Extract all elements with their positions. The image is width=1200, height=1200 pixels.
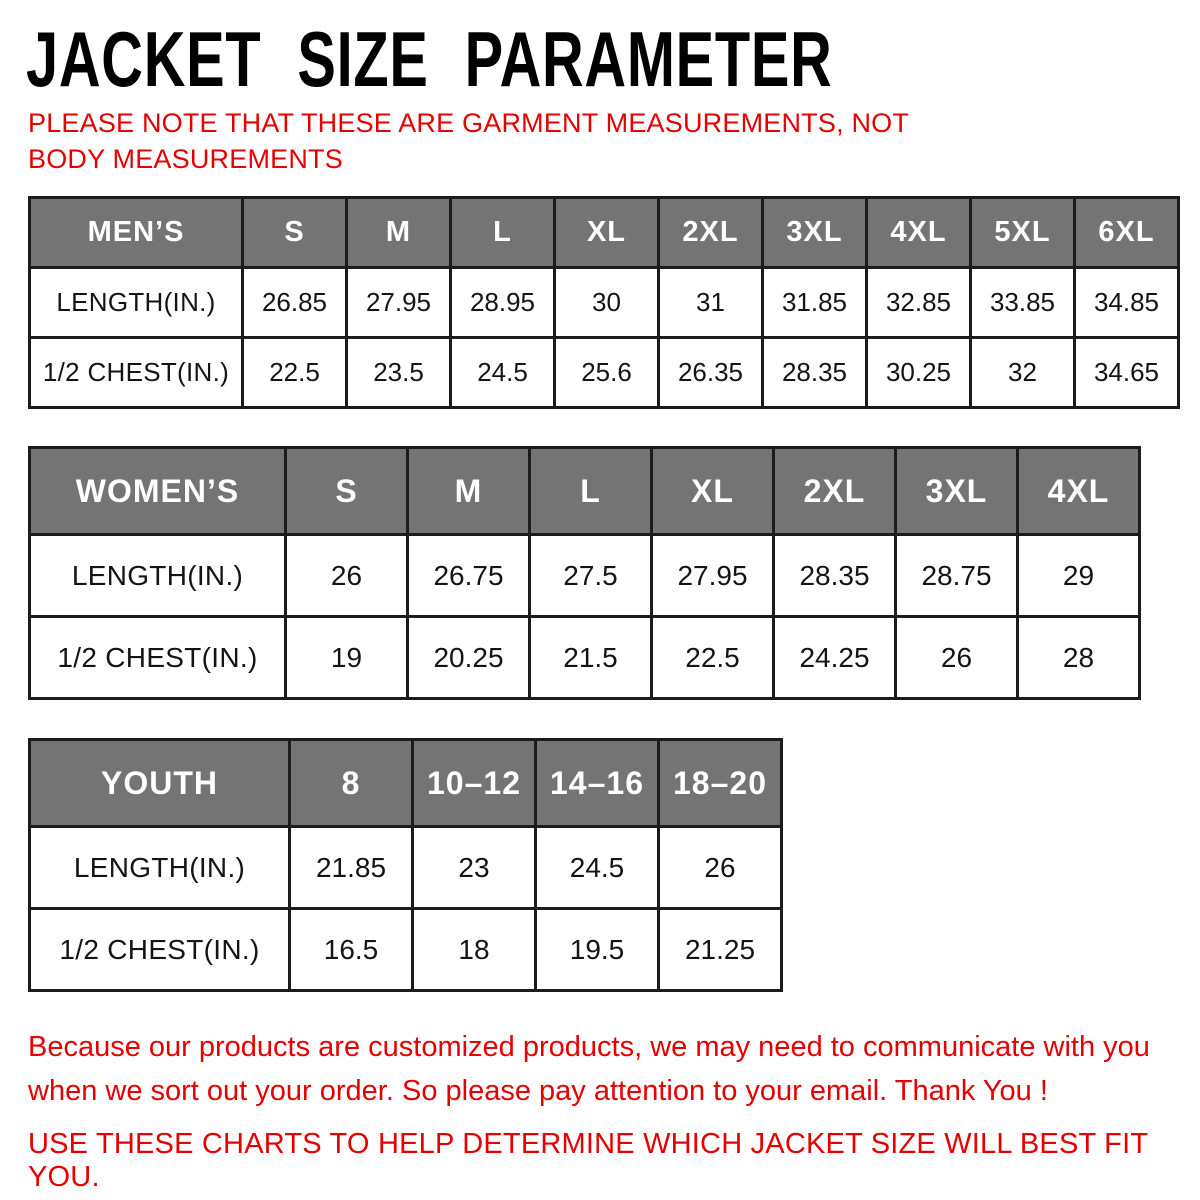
size-header-cell: 2XL <box>659 198 763 268</box>
customization-notice: Because our products are customized products, we may need to communicate with you when we sort out your order. So please pay attention to your email. Thank You ! <box>28 1031 1150 1107</box>
size-header-cell: 3XL <box>763 198 867 268</box>
value-cell: 21.25 <box>659 909 782 991</box>
womens-size-table <box>28 446 1141 700</box>
value-cell: 22.5 <box>652 617 774 699</box>
mens-table-title-cell: MEN’S <box>30 198 243 268</box>
value-cell: 28.95 <box>451 268 555 338</box>
youth-length-row <box>30 827 782 909</box>
row-label-cell: 1/2 CHEST(IN.) <box>30 617 286 699</box>
size-header-cell: 18–20 <box>659 740 782 827</box>
value-cell: 26 <box>896 617 1018 699</box>
chart-usage-instruction: USE THESE CHARTS TO HELP DETERMINE WHICH JACKET SIZE WILL BEST FIT YOU. <box>28 1128 1148 1193</box>
row-label-cell: LENGTH(IN.) <box>30 268 243 338</box>
womens-length-row <box>30 535 1140 617</box>
row-label-cell: LENGTH(IN.) <box>30 535 286 617</box>
size-header-cell: L <box>451 198 555 268</box>
size-header-cell: 4XL <box>867 198 971 268</box>
size-header-cell: 2XL <box>774 448 896 535</box>
size-header-cell: L <box>530 448 652 535</box>
value-cell: 27.5 <box>530 535 652 617</box>
value-cell: 26.75 <box>408 535 530 617</box>
value-cell: 26.35 <box>659 338 763 408</box>
size-header-cell: 8 <box>290 740 413 827</box>
womens-table-title-cell: WOMEN’S <box>30 448 286 535</box>
value-cell: 21.85 <box>290 827 413 909</box>
value-cell: 28 <box>1018 617 1140 699</box>
value-cell: 24.5 <box>451 338 555 408</box>
size-header-cell: 4XL <box>1018 448 1140 535</box>
value-cell: 20.25 <box>408 617 530 699</box>
value-cell: 23 <box>413 827 536 909</box>
value-cell: 31.85 <box>763 268 867 338</box>
size-header-cell: 14–16 <box>536 740 659 827</box>
size-header-cell: S <box>286 448 408 535</box>
value-cell: 24.25 <box>774 617 896 699</box>
size-header-cell: XL <box>652 448 774 535</box>
size-header-cell: 3XL <box>896 448 1018 535</box>
value-cell: 30 <box>555 268 659 338</box>
value-cell: 29 <box>1018 535 1140 617</box>
value-cell: 30.25 <box>867 338 971 408</box>
value-cell: 32.85 <box>867 268 971 338</box>
size-header-cell: 5XL <box>971 198 1075 268</box>
value-cell: 27.95 <box>347 268 451 338</box>
row-label-cell: LENGTH(IN.) <box>30 827 290 909</box>
size-header-cell: XL <box>555 198 659 268</box>
value-cell: 27.95 <box>652 535 774 617</box>
mens-length-row <box>30 268 1179 338</box>
mens-size-table <box>28 196 1180 409</box>
row-label-cell: 1/2 CHEST(IN.) <box>30 909 290 991</box>
womens-header-row <box>30 448 1140 535</box>
size-header-cell: M <box>347 198 451 268</box>
youth-table-title-cell: YOUTH <box>30 740 290 827</box>
value-cell: 19.5 <box>536 909 659 991</box>
value-cell: 33.85 <box>971 268 1075 338</box>
youth-size-table <box>28 738 783 992</box>
value-cell: 16.5 <box>290 909 413 991</box>
value-cell: 28.75 <box>896 535 1018 617</box>
value-cell: 28.35 <box>774 535 896 617</box>
size-header-cell: S <box>243 198 347 268</box>
value-cell: 21.5 <box>530 617 652 699</box>
mens-header-row <box>30 198 1179 268</box>
value-cell: 19 <box>286 617 408 699</box>
value-cell: 24.5 <box>536 827 659 909</box>
value-cell: 26 <box>286 535 408 617</box>
size-header-cell: M <box>408 448 530 535</box>
value-cell: 31 <box>659 268 763 338</box>
value-cell: 28.35 <box>763 338 867 408</box>
row-label-cell: 1/2 CHEST(IN.) <box>30 338 243 408</box>
value-cell: 18 <box>413 909 536 991</box>
value-cell: 32 <box>971 338 1075 408</box>
garment-measurement-note: PLEASE NOTE THAT THESE ARE GARMENT MEASUREMENTS, NOT BODY MEASUREMENTS <box>28 108 909 174</box>
value-cell: 26.85 <box>243 268 347 338</box>
womens-chest-row <box>30 617 1140 699</box>
size-header-cell: 10–12 <box>413 740 536 827</box>
value-cell: 25.6 <box>555 338 659 408</box>
mens-chest-row <box>30 338 1179 408</box>
page-title: JACKET SIZE PARAMETER <box>26 15 833 103</box>
value-cell: 23.5 <box>347 338 451 408</box>
value-cell: 34.85 <box>1075 268 1179 338</box>
size-header-cell: 6XL <box>1075 198 1179 268</box>
youth-chest-row <box>30 909 782 991</box>
value-cell: 26 <box>659 827 782 909</box>
value-cell: 22.5 <box>243 338 347 408</box>
youth-header-row <box>30 740 782 827</box>
value-cell: 34.65 <box>1075 338 1179 408</box>
